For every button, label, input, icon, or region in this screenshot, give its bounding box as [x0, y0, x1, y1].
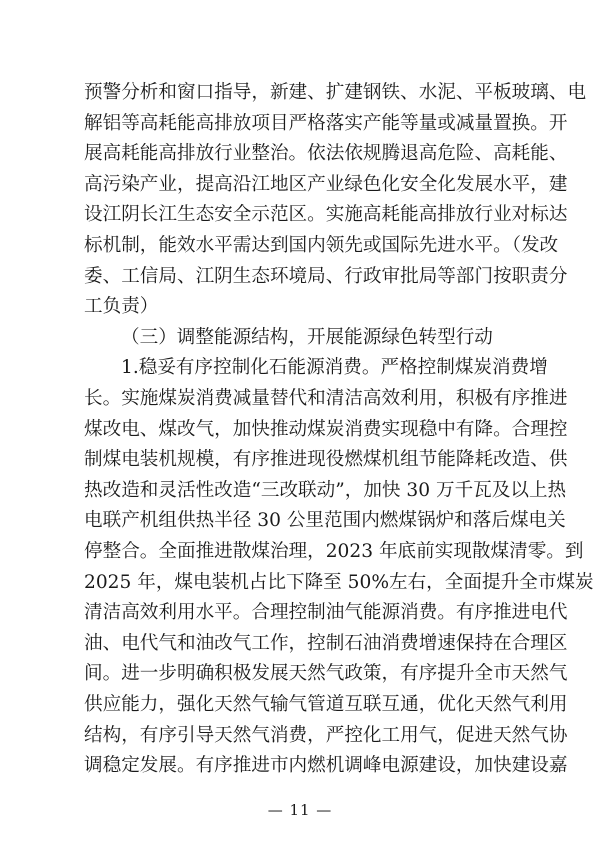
text-line: 调稳定发展。有序推进市内燃机调峰电源建设，加快建设嘉: [84, 755, 568, 777]
text-line: 煤改电、煤改气，加快推动煤炭消费实现稳中有降。合理控: [84, 418, 568, 440]
text-line: 结构，有序引导天然气消费，严控化工用气，促进天然气协: [84, 724, 568, 746]
text-line: 清洁高效利用水平。合理控制油气能源消费。有序推进电代: [84, 602, 568, 624]
text-line: 长。实施煤炭消费减量替代和清洁高效利用，积极有序推进: [84, 388, 568, 409]
text-line: 工负责）: [84, 296, 159, 318]
text-line: 供应能力，强化天然气输气管道互联互通，优化天然气利用: [84, 694, 568, 715]
text-line: 标机制，能效水平需达到国内领先或国际先进水平。（发改: [84, 235, 559, 256]
text-line: 预警分析和窗口指导，新建、扩建钢铁、水泥、平板玻璃、电: [84, 82, 587, 103]
text-line: 电联产机组供热半径 30 公里范围内燃煤锅炉和落后煤电关: [84, 510, 566, 532]
text-line: 展高耗能高排放行业整治。依法依规腾退高危险、高耗能、: [84, 143, 568, 165]
text-line: 油、电代气和油改气工作，控制石油消费增速保持在合理区: [84, 632, 568, 654]
section-heading: （三）调整能源结构，开展能源绿色转型行动: [121, 326, 493, 348]
text-line: 解铝等高耗能高排放项目严格落实产能等量或减量置换。开: [84, 112, 568, 134]
text-line: 委、工信局、江阴生态环境局、行政审批局等部门按职责分: [84, 265, 568, 287]
text-line: 制煤电装机规模，有序推进现役燃煤机组节能降耗改造、供: [84, 449, 568, 471]
text-line: 2025 年，煤电装机占比下降至 50%左右，全面提升全市煤炭: [84, 571, 594, 593]
text-line: 设江阴长江生态安全示范区。实施高耗能高排放行业对标达: [84, 204, 568, 226]
text-line: 间。进一步明确积极发展天然气政策，有序提升全市天然气: [84, 663, 568, 685]
text-line: 热改造和灵活性改造“三改联动”，加快 30 万千瓦及以上热: [84, 479, 567, 501]
paragraph-first-line: 1.稳妥有序控制化石能源消费。严格控制煤炭消费增: [121, 357, 548, 379]
text-line: 停整合。全面推进散煤治理，2023 年底前实现散煤清零。到: [84, 541, 584, 562]
text-line: 高污染产业，提高沿江地区产业绿色化安全化发展水平，建: [84, 173, 568, 195]
page-number: — 11 —: [267, 801, 333, 819]
